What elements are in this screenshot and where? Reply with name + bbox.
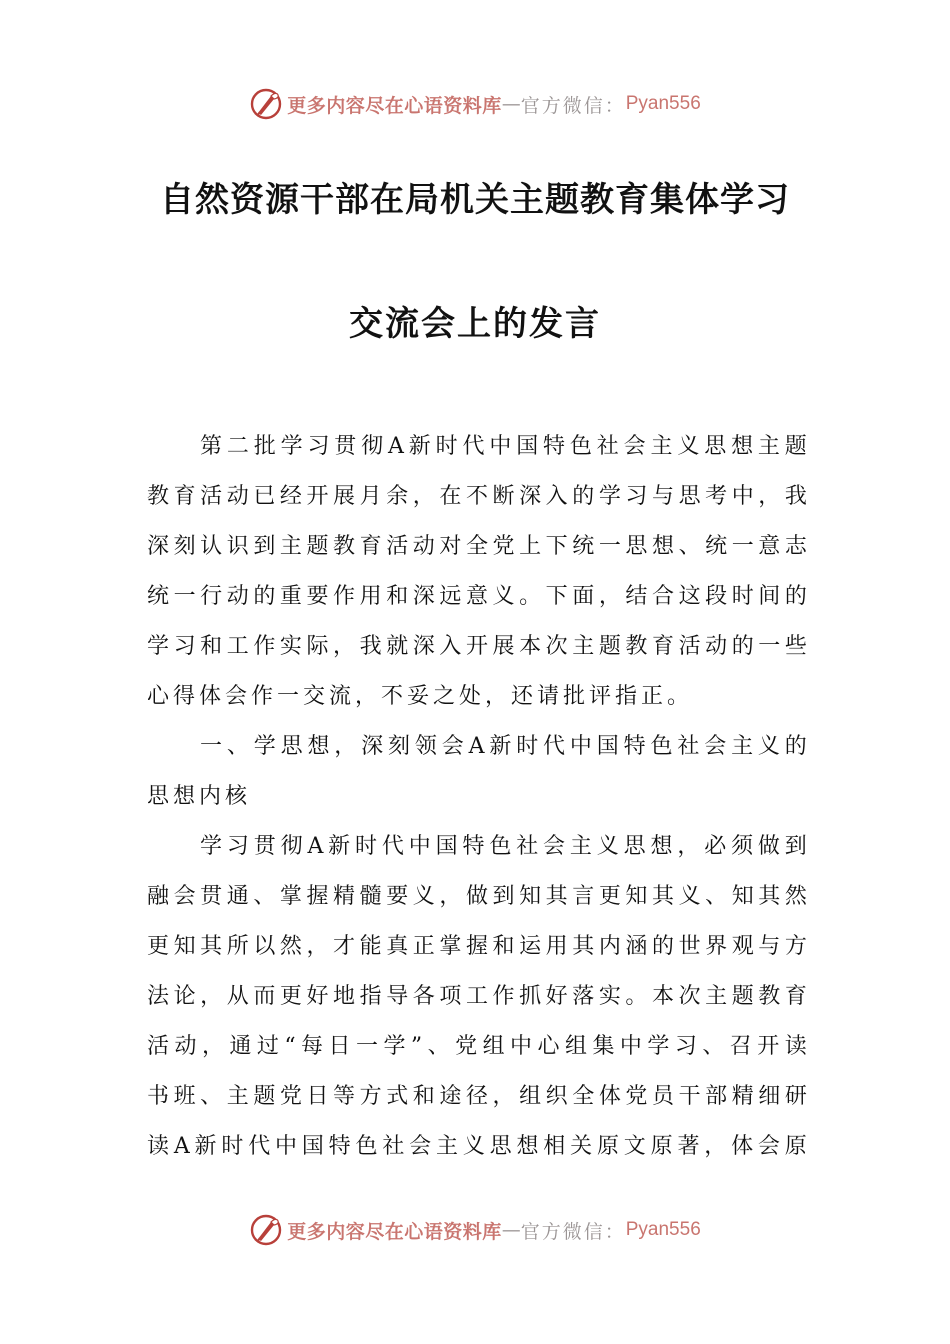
quill-pen-logo-icon	[249, 1213, 283, 1247]
banner-site-name: 更多内容尽在心语资料库	[287, 94, 502, 117]
section-heading-line: 一 、 学 思 想 ， 深 刻 领 会 A 新 时 代 中 国 特 色 社 会 主 义 的	[200, 734, 807, 759]
document-title-line-2: 交流会上的发言	[349, 304, 601, 344]
banner-dash: —	[501, 93, 521, 115]
body-line: 法 论 ， 从 而 更 好 地 指 导 各 项 工 作 抓 好 落 实 。 本 次 主 题 教 育	[147, 984, 807, 1009]
body-line: 学 习 贯 彻 A 新 时 代 中 国 特 色 社 会 主 义 思 想 ， 必 须 做 到	[200, 834, 807, 859]
document-title-line-1: 自然资源干部在局机关主题教育集体学习	[160, 180, 790, 220]
banner-site-name: 更多内容尽在心语资料库	[287, 1220, 502, 1243]
body-line: 读 A 新 时 代 中 国 特 色 社 会 主 义 思 想 相 关 原 文 原 著 ， 体 会 原	[147, 1134, 807, 1159]
body-line: 更 知 其 所 以 然 ， 才 能 真 正 掌 握 和 运 用 其 内 涵 的 世 界 观 与 方	[147, 934, 807, 959]
body-line: 书 班 、 主 题 党 日 等 方 式 和 途 径 ， 组 织 全 体 党 员 干 部 精 细 研	[147, 1084, 807, 1109]
body-line: 心得体会作一交流，不妥之处，还请批评指正。	[147, 684, 694, 709]
body-line: 学 习 和 工 作 实 际 ， 我 就 深 入 开 展 本 次 主 题 教 育 活 动 的 一 些	[147, 634, 807, 659]
banner-wechat-id: Pyan556	[625, 93, 701, 114]
banner-wechat-label: 官方微信：	[520, 94, 626, 117]
section-heading-line: 思想内核	[147, 784, 252, 809]
banner-dash: —	[501, 1219, 521, 1241]
quill-pen-logo-icon	[249, 87, 283, 121]
banner-wechat-label: 官方微信：	[520, 1220, 626, 1243]
body-line: 活 动 ， 通 过 “ 每 日 一 学 ” 、 党 组 中 心 组 集 中 学 习 、 召 开 读	[147, 1034, 807, 1059]
body-line: 统 一 行 动 的 重 要 作 用 和 深 远 意 义 。 下 面 ， 结 合 这 段 时 间 的	[147, 584, 807, 609]
body-line: 教 育 活 动 已 经 开 展 月 余 ， 在 不 断 深 入 的 学 习 与 思 考 中 ， 我	[147, 484, 807, 509]
body-line: 融 会 贯 通 、 掌 握 精 髓 要 义 ， 做 到 知 其 言 更 知 其 义 、 知 其 然	[147, 884, 807, 909]
body-line: 第 二 批 学 习 贯 彻 A 新 时 代 中 国 特 色 社 会 主 义 思 想 主 题	[200, 434, 807, 459]
body-line: 深 刻 认 识 到 主 题 教 育 活 动 对 全 党 上 下 统 一 思 想 、 统 一 意 志	[147, 534, 807, 559]
footer-watermark	[0, 1210, 950, 1250]
document-body	[147, 422, 807, 1172]
banner-wechat-id: Pyan556	[625, 1219, 701, 1240]
header-watermark	[0, 84, 950, 124]
